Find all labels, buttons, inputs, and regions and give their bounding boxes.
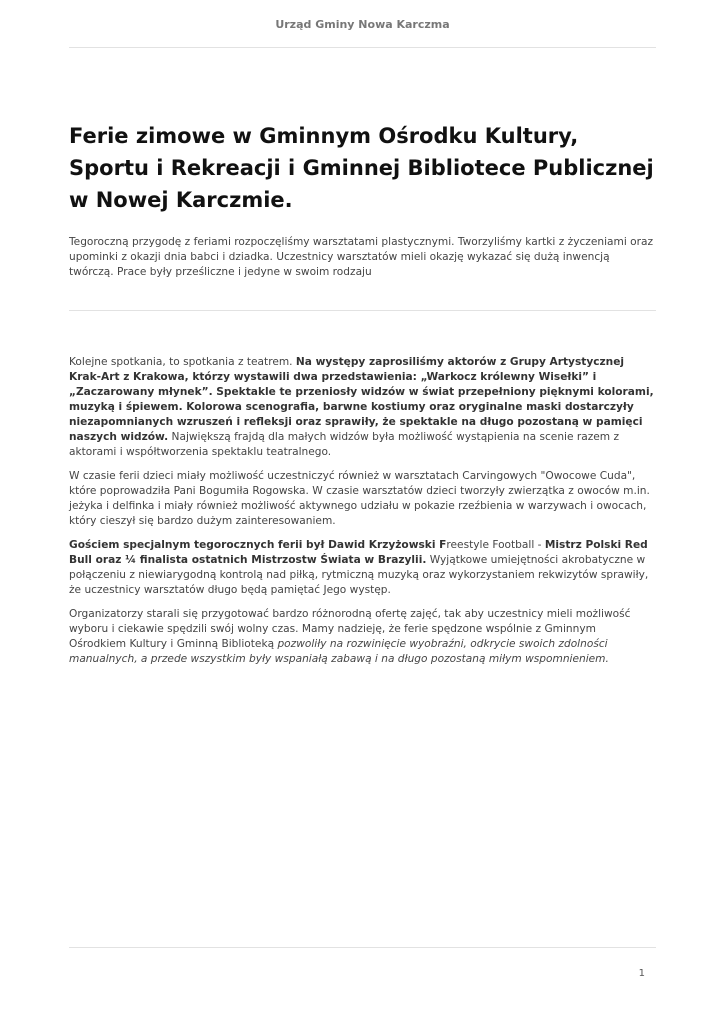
paragraph-theatre-bold: Na występy zaprosiliśmy aktorów z Grupy Artystycznej Krak-Art z Krakowa, którzy wystawili dwa przedstawienia: „Warkocz królewny Wisełki” i „Zaczarowany młynek”. Spektakle te przeniosły widzów w świat przepełniony pięknymi kolorami, muzyką i śpiewem. Kolorowa scenografia, barwne kostiumy oraz oryginalne maski dostarczyły niezapomnianych wzruszeń i refleksji oraz sprawiły, że spektakle na długo pozostaną w pamięci naszych widzów. <box>69 356 654 443</box>
paragraph-organizers <box>69 607 655 667</box>
guest-bold-2: Mistrz Polski Red Bull oraz ¼ finalista ostatnich Mistrzostw Świata w Brazylii. <box>69 539 648 566</box>
header-divider <box>69 47 656 48</box>
guest-bold-1: Gościem specjalnym tegorocznych ferii był Dawid Krzyżowski F <box>69 539 447 551</box>
intro-paragraph: Tegoroczną przygodę z feriami rozpoczęliśmy warsztatami plastycznymi. Tworzyliśmy kartki z życzeniami oraz upominki z okazji dnia babci i dziadka. Uczestnicy warsztatów mieli okazję wykazać się dużą inwencją twórczą. Prace były prześliczne i jedyne w swoim rodzaju <box>69 236 654 278</box>
site-header-title: Urząd Gminy Nowa Karczma <box>275 18 450 31</box>
guest-normal-1: reestyle Football - <box>446 539 545 551</box>
paragraph-carving: W czasie ferii dzieci miały możliwość uczestniczyć również w warsztatach Carvingowych "Owocowe Cuda", które poprowadziła Pani Bogumiła Rogowska. W czasie warsztatów dzieci tworzyły zwierzątka z owoców m.in. jeżyka i delfinka i miały również możliwość aktywnego udziału w pokazie rzeźbienia w warzywach i owocach, który cieszył się bardzo dużym zainteresowaniem. <box>69 470 650 527</box>
paragraph-special-guest <box>69 538 655 598</box>
article-intro <box>69 235 655 289</box>
paragraph-theatre <box>69 355 655 460</box>
page-number: 1 <box>638 968 645 979</box>
footer-divider <box>69 947 656 948</box>
section-divider <box>69 310 656 311</box>
paragraph-theatre-tail: Największą frajdą dla małych widzów była możliwość wystąpienia na scenie razem z aktorami i współtworzenia spektaklu teatralnego. <box>69 431 620 458</box>
guest-normal-2: Wyjątkowe umiejętności akrobatyczne w połączeniu z niewiarygodną kontrolą nad piłką, rytmiczną muzyką oraz wykorzystaniem rekwizytów sprawiły, że uczestnicy warsztatów długo będą pamiętać Jego występ. <box>69 554 649 596</box>
article-title: Ferie zimowe w Gminnym Ośrodku Kultury, Sportu i Rekreacji i Gminnej Bibliotece Publicznej w Nowej Karczmie. <box>69 124 654 212</box>
organizers-italic: pozwoliły na rozwinięcie wyobraźni, odkrycie swoich zdolności manualnych, a przede wszystkim były wspaniałą zabawą i na długo pozostaną miłym wspomnieniem. <box>69 638 609 665</box>
article-body <box>69 355 655 676</box>
paragraph-theatre-lead: Kolejne spotkania, to spotkania z teatrem. <box>69 356 296 368</box>
organizers-normal: Organizatorzy starali się przygotować bardzo różnorodną ofertę zajęć, tak aby uczestnicy mieli możliwość wyboru i ciekawie spędzili swój wolny czas. Mamy nadzieję, że ferie spędzone wspólnie z Gminnym Ośrodkiem Kultury i Gminną Biblioteką <box>69 608 631 650</box>
